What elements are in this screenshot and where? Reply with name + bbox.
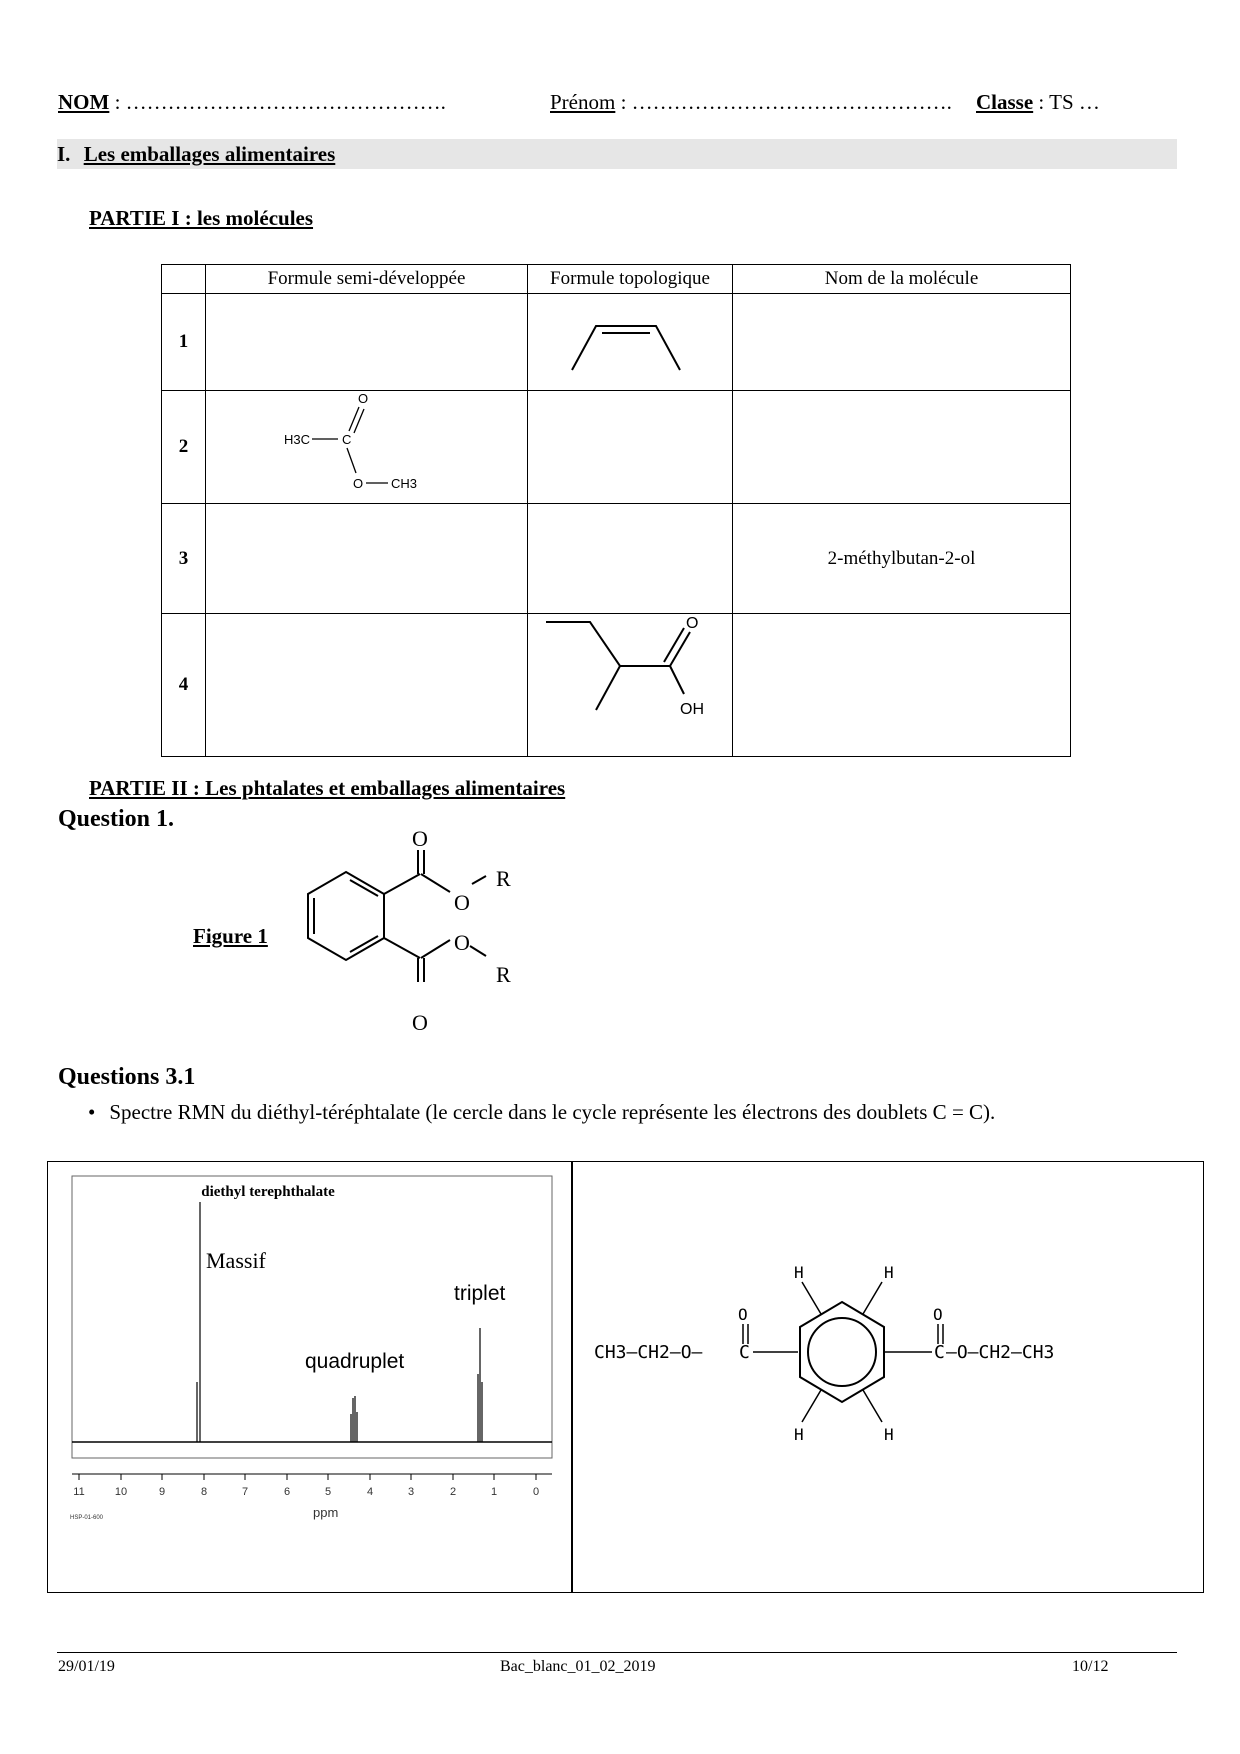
row-number: 2 xyxy=(162,391,206,504)
row-number: 3 xyxy=(162,504,206,614)
semi-developpee-cell xyxy=(206,614,528,757)
topologique-cell xyxy=(528,391,733,504)
footer-filename: Bac_blanc_01_02_2019 xyxy=(500,1658,656,1675)
r-label: R xyxy=(496,962,511,987)
tick-label: 0 xyxy=(532,1486,540,1498)
semi-developpee-cell xyxy=(206,391,528,504)
tick-label: 10 xyxy=(114,1486,128,1498)
hydrogen-label: H xyxy=(794,1425,804,1444)
massif-label: Massif xyxy=(206,1248,266,1273)
section-heading xyxy=(57,139,1177,169)
h3c-label: H3C xyxy=(284,432,311,447)
header-nom: Nom de la molécule xyxy=(733,265,1071,294)
right-ethyl-group: —O—CH2—CH3 xyxy=(946,1342,1055,1363)
table-row xyxy=(162,504,1071,614)
nmr-spectrum xyxy=(48,1162,572,1592)
structure-box xyxy=(571,1161,1204,1593)
peaks xyxy=(197,1202,482,1442)
topologique-cell xyxy=(528,614,733,757)
r-label: R xyxy=(496,866,511,891)
triplet-label: triplet xyxy=(454,1282,506,1305)
axis-label: ppm xyxy=(313,1505,339,1520)
tick-label: 8 xyxy=(200,1486,208,1498)
bullet-item xyxy=(88,1100,995,1125)
topologique-cell xyxy=(528,294,733,391)
methylbutanoic-acid-topology xyxy=(528,614,732,750)
question1-title: Question 1. xyxy=(58,806,175,832)
section-title: Les emballages alimentaires xyxy=(83,142,336,166)
hydrogen-label: H xyxy=(794,1263,804,1282)
header-topologique: Formule topologique xyxy=(528,265,733,294)
hydrogen-label: H xyxy=(884,1263,894,1282)
oxygen-label: O xyxy=(454,930,470,955)
tick-label: 11 xyxy=(73,1486,85,1498)
table-header-row xyxy=(162,265,1071,294)
oxygen-top-label: O xyxy=(358,391,369,406)
oxygen-label: O xyxy=(412,1010,428,1035)
figure1-label: Figure 1 xyxy=(193,924,268,948)
semi-developpee-cell xyxy=(206,504,528,614)
prenom-field xyxy=(550,90,952,115)
table-row xyxy=(162,614,1071,757)
footer-rule xyxy=(57,1652,1177,1653)
right-carbonyl-oxygen: O xyxy=(933,1305,943,1324)
oxygen-label: O xyxy=(454,890,470,915)
nom-cell: 2-méthylbutan-2-ol xyxy=(733,504,1071,614)
semi-developpee-cell xyxy=(206,294,528,391)
header-empty-cell xyxy=(162,265,206,294)
oh-label: OH xyxy=(680,701,704,718)
oxygen-ester-label: O xyxy=(353,476,364,491)
nom-dots: : ………………………………………. xyxy=(109,90,446,114)
right-carbonyl-carbon: C xyxy=(934,1342,945,1363)
partie1-title: PARTIE I : les molécules xyxy=(89,206,314,230)
left-ethyl-group: CH3—CH2—O— xyxy=(594,1342,703,1363)
nom-cell xyxy=(733,294,1071,391)
tick-label: 6 xyxy=(283,1486,291,1498)
row-number: 4 xyxy=(162,614,206,757)
row-number: 1 xyxy=(162,294,206,391)
tick-label: 5 xyxy=(324,1486,332,1498)
questions31-title: Questions 3.1 xyxy=(58,1064,196,1090)
prenom-dots: : ………………………………………. xyxy=(615,90,952,114)
carbon-label: C xyxy=(342,432,352,447)
molecule-table xyxy=(161,264,1071,757)
classe-field xyxy=(976,90,1100,115)
left-carbonyl-oxygen: O xyxy=(738,1305,748,1324)
left-carbonyl-carbon: C xyxy=(739,1342,750,1363)
nom-cell xyxy=(733,614,1071,757)
nom-field xyxy=(58,90,446,115)
tick-label: 2 xyxy=(449,1486,457,1498)
bullet-icon: • xyxy=(88,1100,96,1124)
prenom-label: Prénom xyxy=(550,90,616,114)
phthalate-structure xyxy=(300,826,540,1040)
tick-label: 9 xyxy=(158,1486,166,1498)
footer-page: 10/12 xyxy=(1072,1658,1109,1675)
header-semi-developpee: Formule semi-développée xyxy=(206,265,528,294)
nom-label: NOM xyxy=(58,90,110,114)
oxygen-label: O xyxy=(412,826,428,851)
spectrum-title: diethyl terephthalate xyxy=(201,1184,335,1200)
oxygen-label: O xyxy=(686,615,699,632)
nmr-spectrum-box xyxy=(47,1161,573,1593)
partie2-title: PARTIE II : Les phtalates et emballages alimentaires xyxy=(89,776,566,800)
tick-label: 7 xyxy=(241,1486,249,1498)
methyl-acetate-formula xyxy=(206,391,527,497)
hydrogen-label: H xyxy=(884,1425,894,1444)
classe-label: Classe xyxy=(976,90,1034,114)
footer-date: 29/01/19 xyxy=(58,1658,115,1675)
bullet-text: Spectre RMN du diéthyl-téréphtalate (le cercle dans le cycle représente les électrons des doublets C = C). xyxy=(109,1100,996,1124)
tick-label: 4 xyxy=(366,1486,374,1498)
spectrum-code: HSP-01-600 xyxy=(70,1515,104,1521)
tick-label: 3 xyxy=(407,1486,415,1498)
table-row xyxy=(162,294,1071,391)
cis-butene-topology xyxy=(528,294,732,384)
nom-cell xyxy=(733,391,1071,504)
diethyl-terephthalate-structure xyxy=(572,1162,1203,1592)
classe-value: : TS … xyxy=(1033,90,1100,114)
quadruplet-label: quadruplet xyxy=(305,1350,405,1373)
table-row xyxy=(162,391,1071,504)
section-number: I. xyxy=(57,142,71,166)
ch3-label: CH3 xyxy=(391,476,418,491)
tick-label: 1 xyxy=(490,1486,498,1498)
topologique-cell xyxy=(528,504,733,614)
